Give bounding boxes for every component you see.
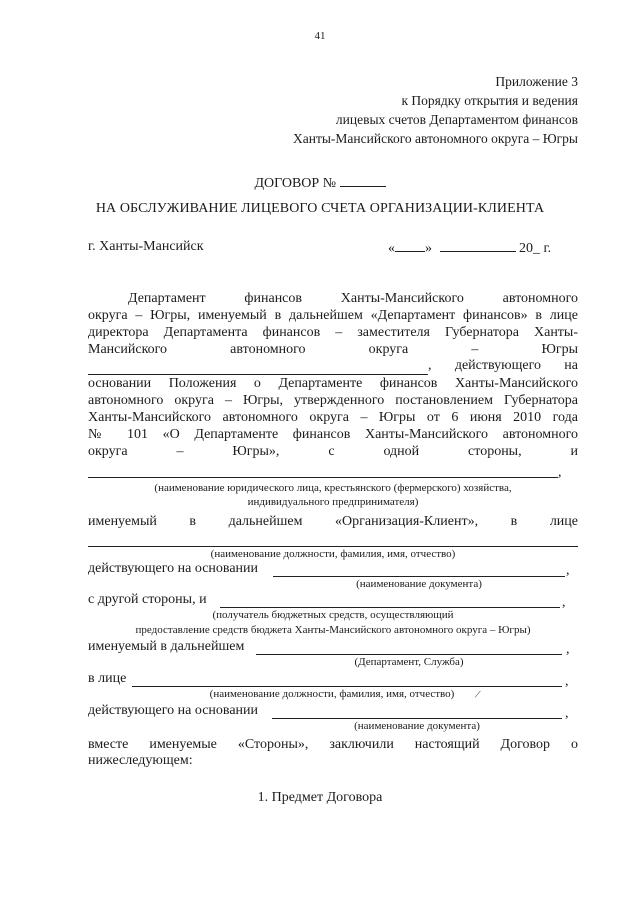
month-blank	[440, 239, 516, 252]
date-quote-open: «	[388, 241, 395, 256]
recipient-blank	[220, 607, 560, 608]
org-name-blank	[88, 477, 558, 478]
appendix-line: Приложение 3	[495, 74, 578, 89]
date-quote-close: »	[425, 241, 432, 256]
acting-basis-label: действующего на основании	[88, 703, 259, 718]
date-year: 20_ г.	[519, 241, 552, 256]
other-side-label: с другой стороны, и	[88, 592, 207, 607]
contract-title-text: ДОГОВОР №	[254, 176, 337, 191]
para1-line: Мансийского автономного округа – Югры	[88, 342, 578, 357]
para1-line: Департамент финансов Ханты-Мансийского автономного	[128, 291, 578, 306]
pen-mark: /	[473, 686, 482, 702]
appendix-header	[293, 72, 578, 148]
date-line	[388, 239, 551, 257]
para1-line: округа – Югры», с одной стороны, и	[88, 444, 578, 459]
para1-line: Ханты-Мансийского автономного округа – Югры от 6 июня 2010 года	[88, 410, 578, 425]
caption-org-name: (наименование юридического лица, крестьянского (фермерского) хозяйства,	[154, 482, 512, 494]
together-line: нижеследующем:	[88, 753, 193, 768]
appendix-line: к Порядку открытия и ведения	[401, 93, 578, 108]
para1-line: округа – Югры, именуемый в дальнейшем «Департамент финансов» в лице	[88, 308, 578, 323]
appendix-line: лицевых счетов Департаментом финансов	[335, 112, 578, 127]
caption-document: (наименование документа)	[356, 578, 482, 590]
day-blank	[395, 239, 425, 252]
page-number: 41	[314, 30, 326, 42]
comma: ,	[558, 465, 562, 480]
para1-line: , действующего на	[428, 358, 578, 373]
caption-recipient: (получатель бюджетных средств, осуществляющий	[212, 609, 454, 621]
contract-number-blank	[340, 174, 386, 187]
person-blank	[132, 686, 562, 687]
caption-position: (наименование должности, фамилия, имя, отчество)	[209, 688, 455, 700]
caption-document: (наименование документа)	[354, 720, 480, 732]
caption-recipient: предоставление средств бюджета Ханты-Мансийского автономного округа – Югры)	[135, 624, 531, 636]
para1-line: директора Департамента финансов – заместителя Губернатора Ханты-	[88, 325, 578, 340]
caption-position: (наименование должности, фамилия, имя, отчество)	[210, 548, 456, 560]
contract-title	[0, 174, 640, 192]
client-position-blank	[88, 546, 578, 547]
comma: ,	[565, 706, 569, 721]
together-line: вместе именуемые «Стороны», заключили настоящий Договор о	[88, 737, 578, 752]
in-person-label: в лице	[88, 671, 127, 686]
section-heading: 1. Предмет Договора	[257, 790, 383, 805]
basis-document-blank	[273, 576, 565, 577]
comma: ,	[562, 595, 566, 610]
comma: ,	[566, 563, 570, 578]
comma: ,	[566, 642, 570, 657]
city: г. Ханты-Мансийск	[88, 239, 204, 254]
para1-line: основании Положения о Департаменте финансов Ханты-Мансийского	[88, 376, 578, 391]
para1-line: № 101 «О Департаменте финансов Ханты-Мансийского автономного	[88, 427, 578, 442]
caption-department: (Департамент, Служба)	[354, 656, 464, 668]
caption-org-name: индивидуального предпринимателя)	[247, 496, 419, 508]
acting-basis-label: действующего на основании	[88, 561, 259, 576]
named-further-label: именуемый в дальнейшем	[88, 639, 245, 654]
contract-subject: НА ОБСЛУЖИВАНИЕ ЛИЦЕВОГО СЧЕТА ОРГАНИЗАЦИИ-КЛИЕНТА	[95, 201, 545, 216]
comma: ,	[565, 674, 569, 689]
appendix-line: Ханты-Мансийского автономного округа – Югры	[293, 131, 578, 146]
department-blank	[256, 654, 562, 655]
basis-document-blank	[272, 718, 562, 719]
para1-line: автономного округа – Югры, утвержденного постановлением Губернатора	[88, 393, 578, 408]
named-client-line: именуемый в дальнейшем «Организация-Клиент», в лице	[88, 514, 578, 529]
